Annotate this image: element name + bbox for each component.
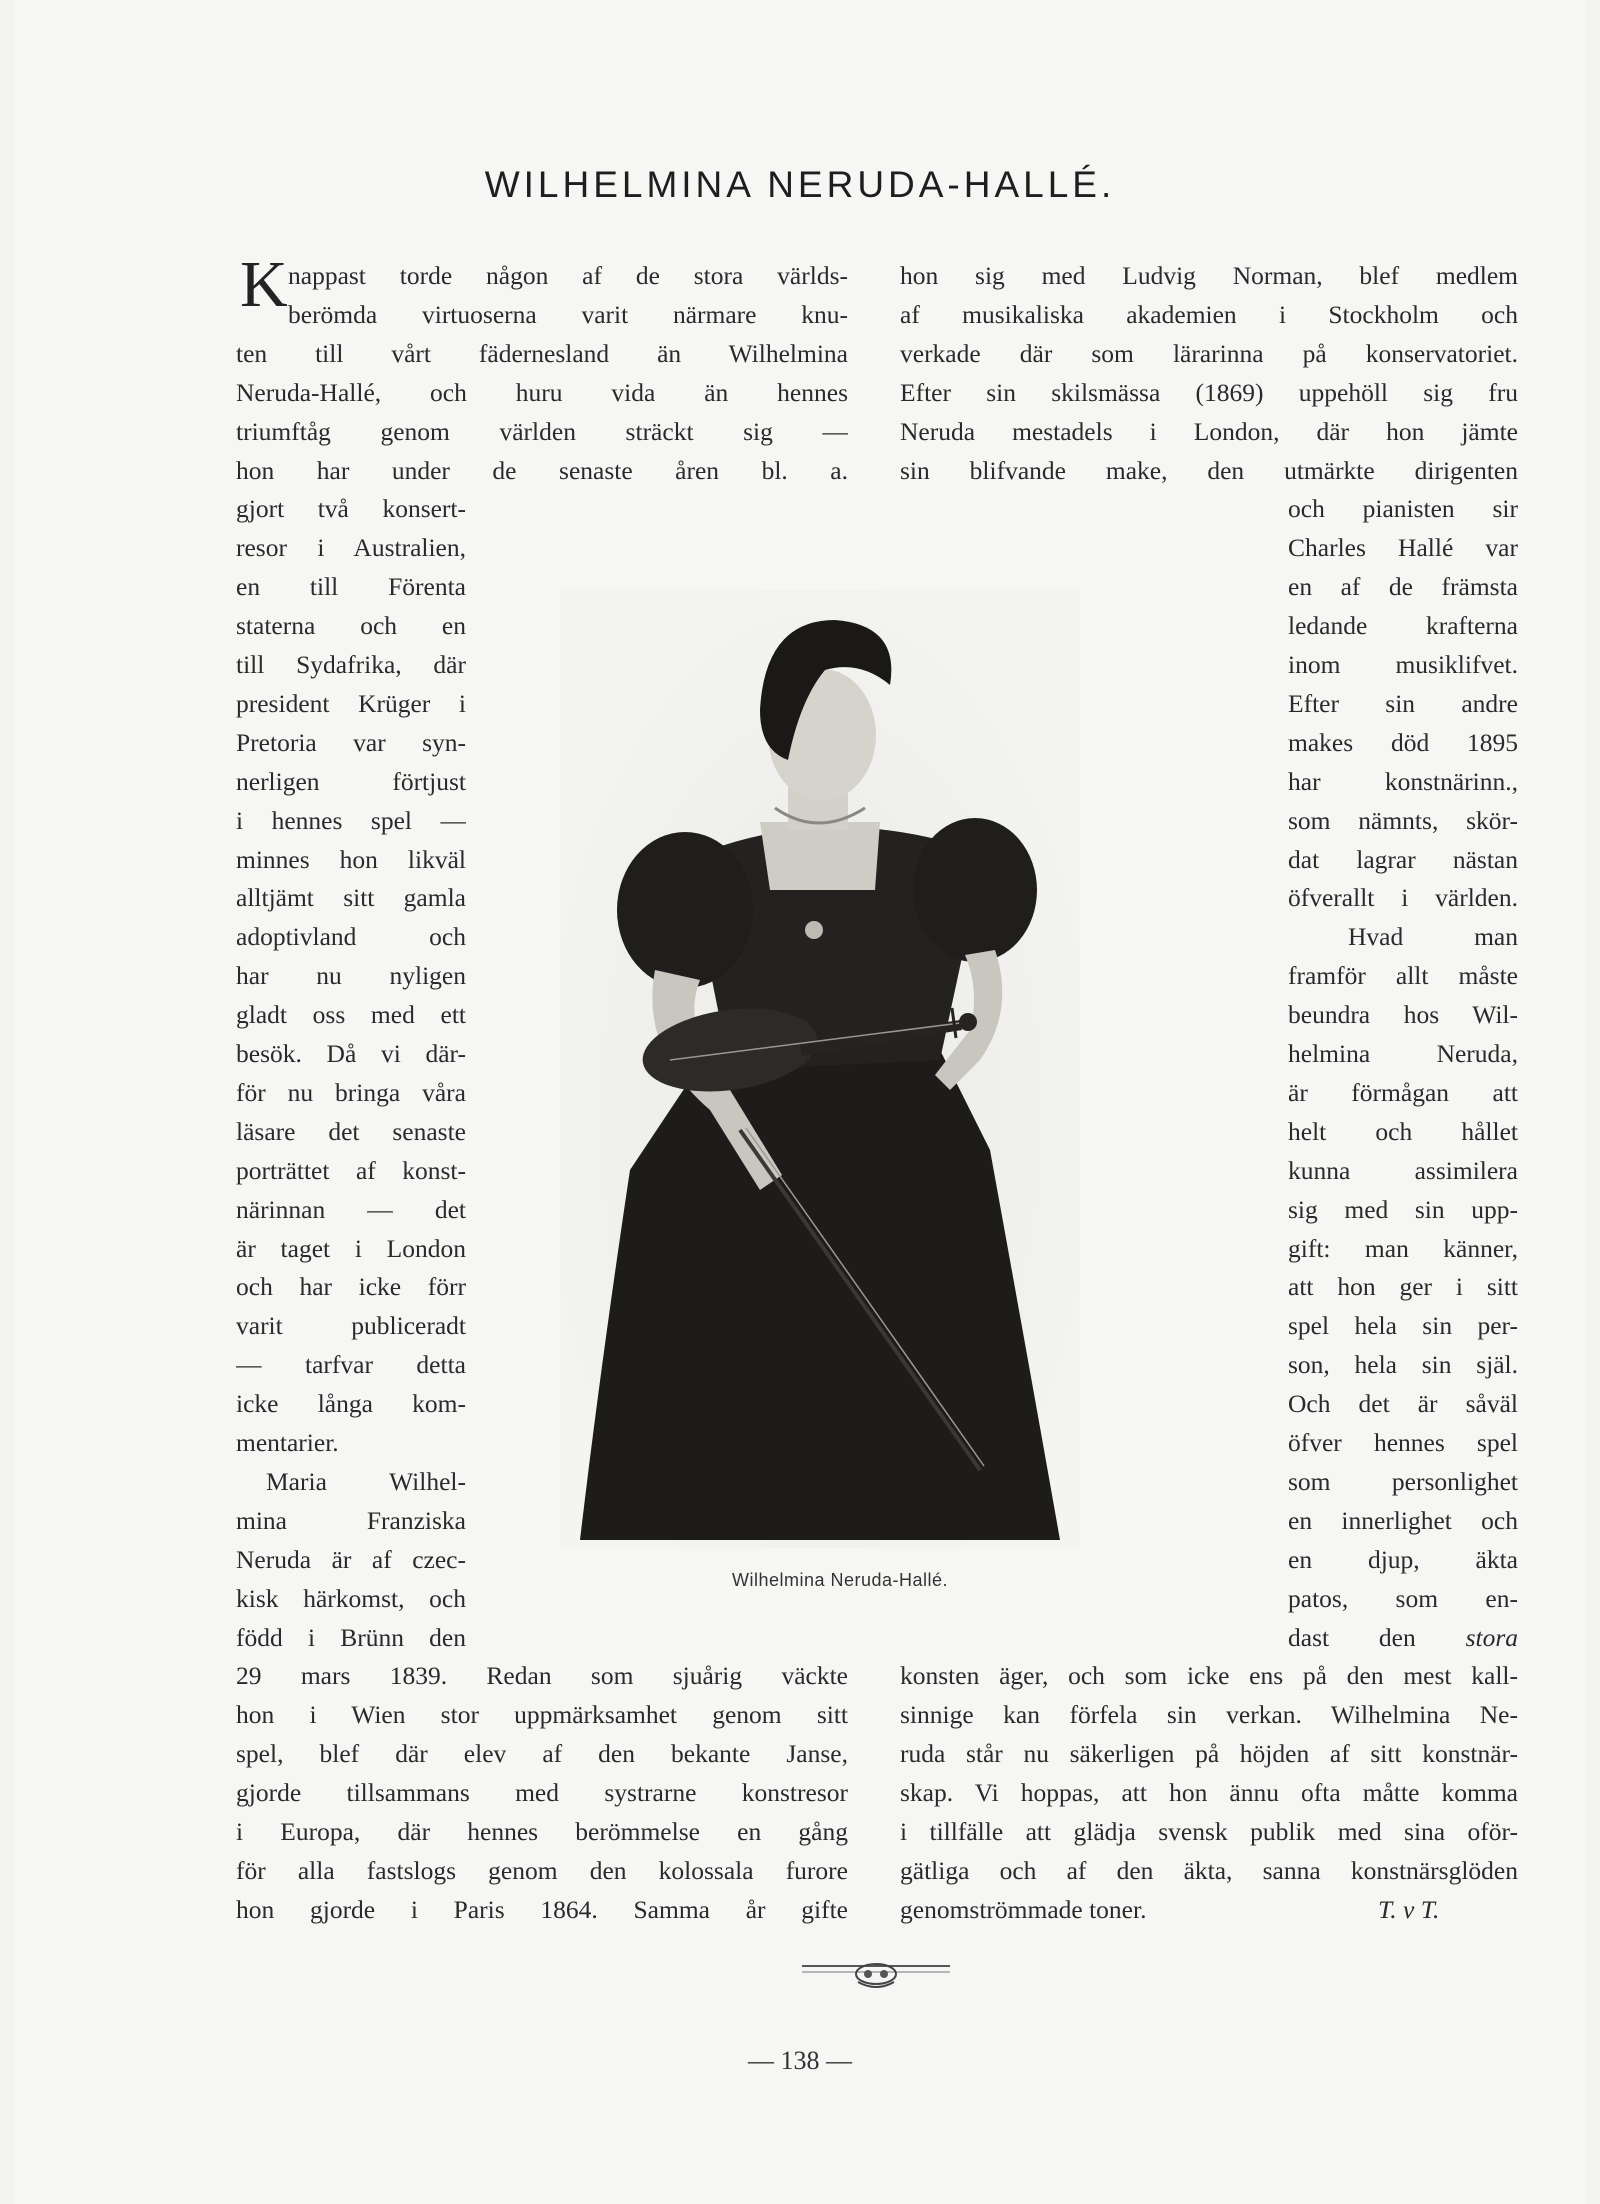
- text-line: berömda virtuoserna varit närmare knu-: [288, 299, 848, 329]
- text-line: och har icke förr: [236, 1272, 466, 1302]
- text-line: makes död 1895: [1288, 727, 1518, 757]
- text-line: af musikaliska akademien i Stockholm och: [900, 299, 1518, 329]
- text-line: framför allt måste: [1288, 961, 1518, 991]
- text-line: gätliga och af den äkta, sanna konstnärsglöden: [900, 1855, 1518, 1885]
- article-title: WILHELMINA NERUDA-HALLÉ.: [484, 164, 1116, 205]
- text-line: nerligen förtjust: [236, 766, 466, 796]
- text-line: för alla fastslogs genom den kolossala furore: [236, 1855, 848, 1885]
- text-line: minnes hon likväl: [236, 844, 466, 874]
- text-line: kisk härkomst, och: [236, 1583, 466, 1613]
- text-line: besök. Då vi där-: [236, 1039, 466, 1068]
- text-line: sin blifvande make, den utmärkte dirigenten: [900, 455, 1518, 485]
- text-line: ten till vårt fädernesland än Wilhelmina: [236, 338, 848, 368]
- text-line: mentarier.: [236, 1428, 339, 1457]
- text-line: och pianisten sir: [1288, 494, 1518, 524]
- text-line: Maria Wilhel-: [266, 1466, 466, 1496]
- portrait-photo: [560, 590, 1080, 1548]
- text-line: en till Förenta: [236, 572, 466, 602]
- text-line: i hennes spel —: [236, 805, 466, 835]
- text-line: har nu nyligen: [236, 961, 466, 991]
- text-line: spel, blef där elev af den bekante Janse,: [236, 1739, 848, 1769]
- text-line: hon har under de senaste åren bl. a.: [236, 455, 848, 485]
- ornament-divider: [798, 1952, 954, 1992]
- text-line: Efter sin andre: [1288, 688, 1518, 718]
- text-line: Efter sin skilsmässa (1869) uppehöll sig fru: [900, 377, 1518, 407]
- text-line: som personlighet: [1288, 1466, 1518, 1496]
- text-line: gjort två konsert-: [236, 494, 466, 524]
- author-signature: T. v T.: [1378, 1894, 1440, 1924]
- page-number: — 138 —: [748, 2046, 852, 2075]
- text-line: har konstnärinn.,: [1288, 766, 1518, 796]
- text-line: patos, som en-: [1288, 1583, 1518, 1613]
- text-line: helt och hållet: [1288, 1116, 1518, 1146]
- text-line: resor i Australien,: [236, 533, 466, 563]
- text-line: en af de främsta: [1288, 572, 1518, 602]
- text-line: genomströmmade toner.: [900, 1894, 1147, 1924]
- text-line: sig med sin upp-: [1288, 1194, 1518, 1224]
- text-line: president Krüger i: [236, 688, 466, 718]
- text-line: spel hela sin per-: [1288, 1311, 1518, 1341]
- text-line: inom musiklifvet.: [1288, 650, 1518, 679]
- text-line: sinnige kan förfela sin verkan. Wilhelmina Ne-: [900, 1700, 1518, 1730]
- text-line: Charles Hallé var: [1288, 533, 1518, 563]
- text-line: porträttet af konst-: [236, 1155, 466, 1185]
- text-line: kunna assimilera: [1288, 1155, 1518, 1185]
- text-line: Och det är såväl: [1288, 1389, 1518, 1419]
- text-line: hon i Wien stor uppmärksamhet genom sitt: [236, 1700, 848, 1730]
- text-line: i tillfälle att glädja svensk publik med sina oför-: [900, 1817, 1518, 1846]
- text-line: att hon ger i sitt: [1288, 1272, 1518, 1302]
- text-line: Neruda mestadels i London, där hon jämte: [900, 416, 1518, 446]
- text-line: adoptivland och: [236, 922, 466, 952]
- text-line: hon gjorde i Paris 1864. Samma år gifte: [236, 1894, 848, 1924]
- text-line: är förmågan att: [1288, 1077, 1518, 1107]
- text-line: läsare det senaste: [236, 1116, 466, 1146]
- text-line: konsten äger, och som icke ens på den mest kall-: [900, 1661, 1518, 1691]
- text-line: nappast torde någon af de stora världs-: [288, 261, 848, 290]
- text-line: en innerlighet och: [1288, 1505, 1518, 1535]
- text-line: närinnan — det: [236, 1194, 466, 1224]
- text-line: till Sydafrika, där: [236, 650, 466, 679]
- text-line: ledande krafterna: [1288, 611, 1518, 641]
- text-line: gift: man känner,: [1288, 1233, 1518, 1263]
- photo-caption: Wilhelmina Neruda-Hallé.: [731, 1570, 949, 1590]
- text-line: som nämnts, skör-: [1288, 805, 1518, 835]
- violinist-illustration: [560, 590, 1080, 1548]
- text-line: är taget i London: [236, 1233, 466, 1263]
- text-line: för nu bringa våra: [236, 1077, 466, 1107]
- text-line: Hvad man: [1348, 922, 1518, 952]
- text-line: Neruda är af czec-: [236, 1544, 466, 1574]
- text-line: gjorde tillsammans med systrarne konstresor: [236, 1778, 848, 1808]
- text-line: född i Brünn den: [236, 1622, 466, 1652]
- text-line: dast den stora: [1288, 1622, 1518, 1652]
- text-line: mina Franziska: [236, 1505, 466, 1535]
- text-line: skap. Vi hoppas, att hon ännu ofta måtte komma: [900, 1778, 1518, 1808]
- text-line: beundra hos Wil-: [1288, 1000, 1518, 1030]
- text-line: alltjämt sitt gamla: [236, 883, 466, 913]
- text-line: — tarfvar detta: [236, 1350, 466, 1380]
- text-line: helmina Neruda,: [1288, 1039, 1518, 1068]
- text-line: Neruda-Hallé, och huru vida än hennes: [236, 377, 848, 407]
- text-line: ruda står nu säkerligen på höjden af sitt konstnär-: [900, 1739, 1518, 1769]
- drop-cap: K: [240, 248, 288, 321]
- text-line: triumftåg genom världen sträckt sig —: [236, 416, 848, 446]
- text-line: icke långa kom-: [236, 1389, 466, 1419]
- text-line: 29 mars 1839. Redan som sjuårig väckte: [236, 1661, 848, 1691]
- text-line: son, hela sin själ.: [1288, 1350, 1518, 1380]
- text-line: öfver hennes spel: [1288, 1428, 1518, 1457]
- text-line: öfverallt i världen.: [1288, 883, 1518, 913]
- text-line: dat lagrar nästan: [1288, 844, 1518, 874]
- text-line: gladt oss med ett: [236, 1000, 466, 1030]
- text-line: en djup, äkta: [1288, 1544, 1518, 1574]
- text-line: staterna och en: [236, 611, 466, 641]
- text-line: verkade där som lärarinna på konservatoriet.: [900, 338, 1518, 368]
- text-line: i Europa, där hennes berömmelse en gång: [236, 1817, 848, 1846]
- text-line: Pretoria var syn-: [236, 727, 466, 757]
- text-line: varit publiceradt: [236, 1311, 466, 1341]
- text-line: hon sig med Ludvig Norman, blef medlem: [900, 261, 1518, 290]
